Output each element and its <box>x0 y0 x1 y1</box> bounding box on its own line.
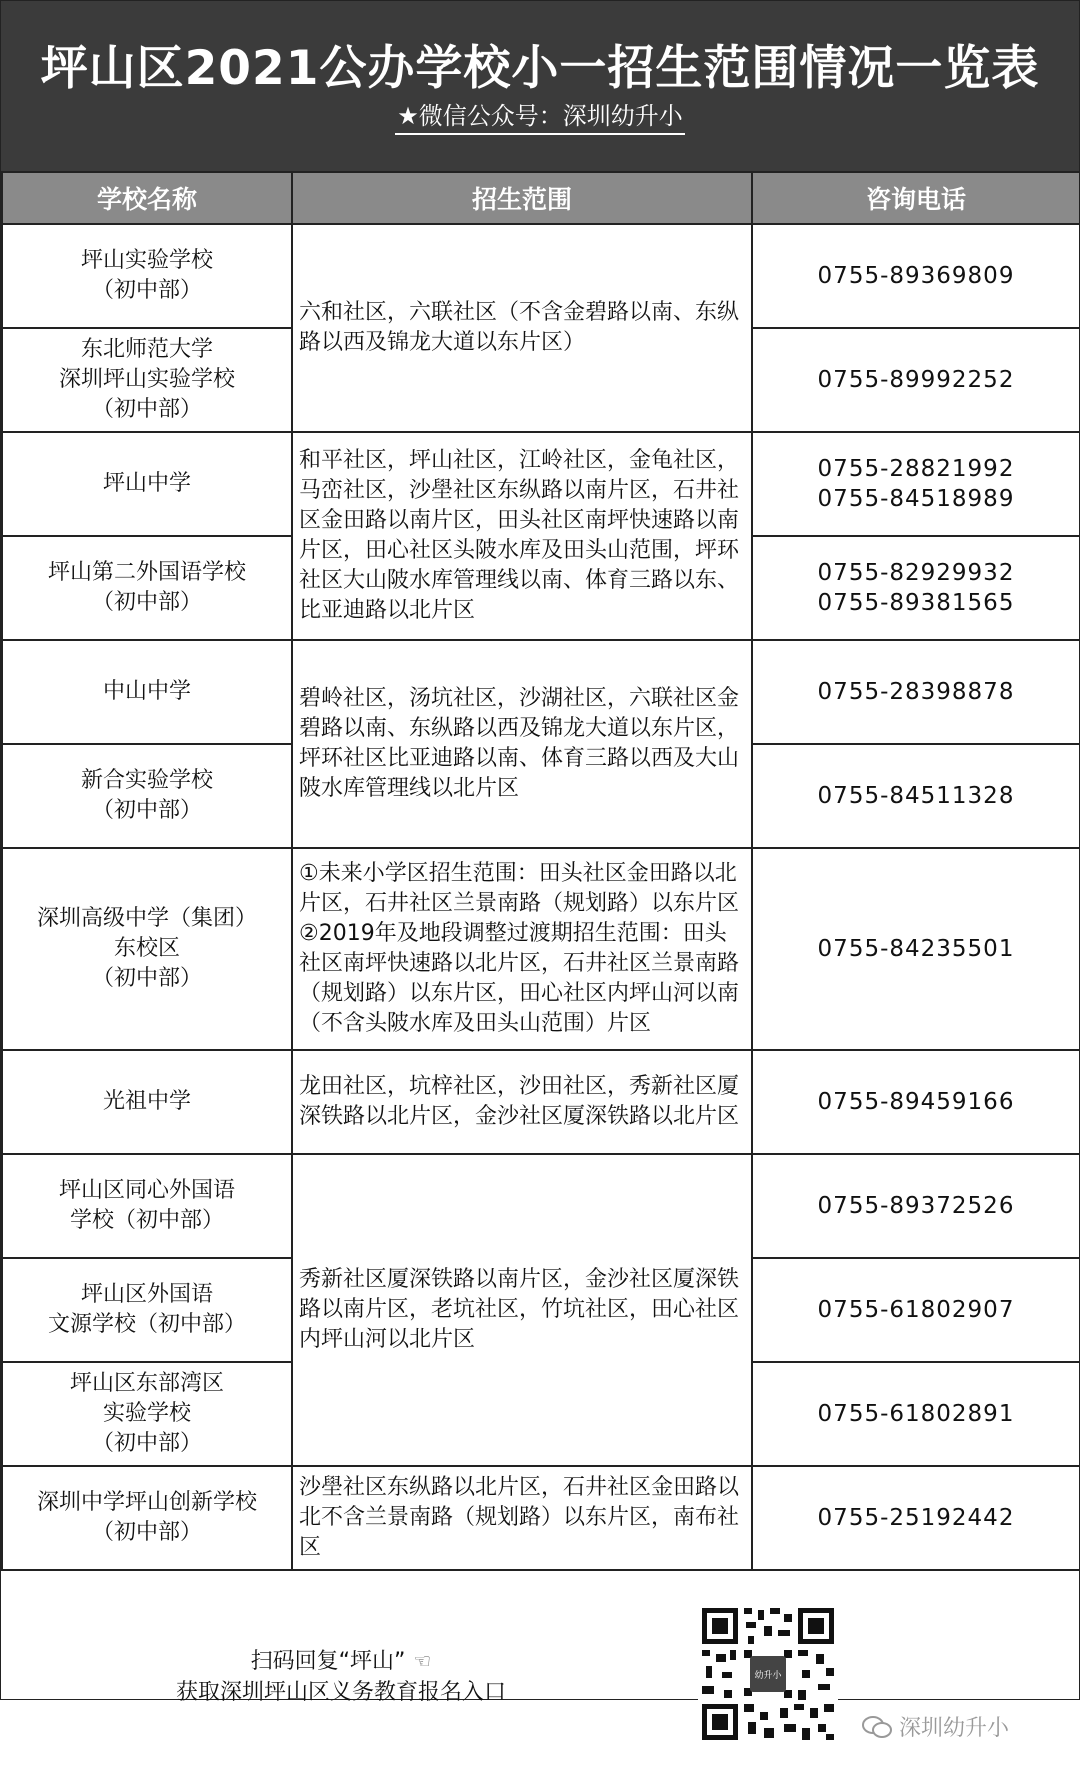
column-header-range: 招生范围 <box>292 172 752 224</box>
table-row <box>2 848 1080 1050</box>
range-cell: 六和社区，六联社区（不含金碧路以南、东纵路以西及锦龙大道以东片区） <box>292 224 752 432</box>
school-name-line: 学校（初中部） <box>69 1208 224 1233</box>
phone-number: 0755-89459166 <box>817 1089 1015 1115</box>
phone-number: 0755-28398878 <box>817 679 1015 705</box>
footer-line-2: 获取深圳坪山区义务教育报名入口 <box>175 1680 506 1705</box>
school-name-line: 实验学校 <box>102 1401 191 1426</box>
footer-line-1: 扫码回复“坪山” <box>250 1649 406 1674</box>
school-name-cell <box>2 848 292 1050</box>
phone-cell <box>752 1362 1080 1466</box>
school-name-line: （初中部） <box>91 1520 202 1545</box>
qr-code[interactable] <box>698 1604 838 1744</box>
phone-number: 0755-89372526 <box>817 1193 1015 1219</box>
phone-cell <box>752 744 1080 848</box>
school-name-line: 坪山中学 <box>102 471 191 496</box>
range-cell: 秀新社区厦深铁路以南片区，金沙社区厦深铁路以南片区，老坑社区，竹坑社区，田心社区内坪山河以北片区 <box>292 1154 752 1466</box>
school-name-line: （初中部） <box>91 590 202 615</box>
table-row <box>2 224 1080 328</box>
school-name-cell <box>2 744 292 848</box>
school-name-line: 坪山区同心外国语 <box>58 1178 235 1203</box>
column-header-school: 学校名称 <box>2 172 292 224</box>
header-banner <box>1 1 1079 171</box>
school-name-line: （初中部） <box>91 278 202 303</box>
school-name-line: 深圳高级中学（集团） <box>36 906 257 931</box>
table-row <box>2 640 1080 744</box>
school-name-line: 坪山第二外国语学校 <box>47 560 246 585</box>
qr-badge-label: 幼升小 <box>754 1671 782 1681</box>
school-name-cell <box>2 328 292 432</box>
school-name-line: 新合实验学校 <box>80 768 213 793</box>
range-cell: ①未来小学区招生范围：田头社区金田路以北片区，石井社区兰景南路（规划路）以东片区②2019年及地段调整过渡期招生范围：田头社区南坪快速路以北片区，石井社区兰景南路（规划路）以东片区，田心社区内坪山河以南（不含头陂水库及田头山范围）片区 <box>292 848 752 1050</box>
phone-cell <box>752 1050 1080 1154</box>
school-name-cell <box>2 1050 292 1154</box>
phone-cell <box>752 224 1080 328</box>
school-name-cell <box>2 224 292 328</box>
table-row <box>2 432 1080 536</box>
school-name-cell <box>2 1258 292 1362</box>
page-subtitle: ★微信公众号：深圳幼升小 <box>395 101 685 135</box>
school-name-line: 光祖中学 <box>102 1089 191 1114</box>
school-name-line: 坪山区外国语 <box>80 1282 213 1307</box>
phone-cell <box>752 640 1080 744</box>
school-name-line: （初中部） <box>91 798 202 823</box>
phone-cell <box>752 536 1080 640</box>
phone-cell <box>752 1258 1080 1362</box>
column-header-phone: 咨询电话 <box>752 172 1080 224</box>
school-name-line: （初中部） <box>91 397 202 422</box>
school-name-line: 东北师范大学 <box>80 337 213 362</box>
range-cell: 沙壆社区东纵路以北片区，石井社区金田路以北不含兰景南路（规划路）以东片区，南布社区 <box>292 1466 752 1570</box>
table-row <box>2 1466 1080 1570</box>
page-title: 坪山区2021公办学校小一招生范围情况一览表 <box>40 41 1040 96</box>
table-header-row <box>2 172 1080 224</box>
school-name-cell <box>2 1466 292 1570</box>
phone-cell <box>752 432 1080 536</box>
footer-text <box>161 1646 521 1708</box>
footer <box>1 1571 1079 1771</box>
school-name-line: 东校区 <box>113 936 180 961</box>
brand-name: 深圳幼升小 <box>899 1716 1010 1741</box>
phone-number: 0755-89992252 <box>817 367 1015 393</box>
school-name-line: 文源学校（初中部） <box>47 1312 246 1337</box>
school-name-line: 深圳中学坪山创新学校 <box>36 1490 257 1515</box>
brand-watermark <box>861 1711 1009 1742</box>
phone-cell <box>752 848 1080 1050</box>
school-name-line: 中山中学 <box>102 679 191 704</box>
school-name-cell <box>2 432 292 536</box>
school-name-cell <box>2 536 292 640</box>
table-row <box>2 1050 1080 1154</box>
phone-cell <box>752 1466 1080 1570</box>
school-name-line: 深圳坪山实验学校 <box>58 367 235 392</box>
enrollment-table <box>1 171 1080 1571</box>
range-cell: 和平社区，坪山社区，江岭社区，金龟社区，马峦社区，沙壆社区东纵路以南片区，石井社区金田路以南片区，田头社区南坪快速路以南片区，田心社区头陂水库及田头山范围，坪环社区大山陂水库管理线以南、体育三路以东、比亚迪路以北片区 <box>292 432 752 640</box>
phone-number: 0755-61802907 <box>817 1297 1015 1323</box>
range-cell: 龙田社区，坑梓社区，沙田社区，秀新社区厦深铁路以北片区，金沙社区厦深铁路以北片区 <box>292 1050 752 1154</box>
table-row <box>2 1154 1080 1258</box>
school-name-line: 坪山实验学校 <box>80 248 213 273</box>
phone-number: 0755-28821992 <box>817 456 1015 482</box>
phone-number: 0755-89369809 <box>817 263 1015 289</box>
range-cell: 碧岭社区，汤坑社区，沙湖社区，六联社区金碧路以南、东纵路以西及锦龙大道以东片区，坪环社区比亚迪路以南、体育三路以西及大山陂水库管理线以北片区 <box>292 640 752 848</box>
phone-number: 0755-84518989 <box>817 486 1015 512</box>
phone-cell <box>752 1154 1080 1258</box>
pointing-hand-icon: ☜ <box>413 1649 432 1673</box>
school-name-line: （初中部） <box>91 966 202 991</box>
phone-number: 0755-61802891 <box>817 1401 1015 1427</box>
wechat-icon <box>861 1715 893 1739</box>
school-name-cell <box>2 1362 292 1466</box>
phone-cell <box>752 328 1080 432</box>
phone-number: 0755-25192442 <box>817 1505 1015 1531</box>
school-name-line: 坪山区东部湾区 <box>69 1371 224 1396</box>
phone-number: 0755-89381565 <box>817 590 1015 616</box>
school-name-cell <box>2 1154 292 1258</box>
phone-number: 0755-84511328 <box>817 783 1015 809</box>
school-name-line: （初中部） <box>91 1431 202 1456</box>
school-name-cell <box>2 640 292 744</box>
phone-number: 0755-82929932 <box>817 560 1015 586</box>
phone-number: 0755-84235501 <box>817 936 1015 962</box>
